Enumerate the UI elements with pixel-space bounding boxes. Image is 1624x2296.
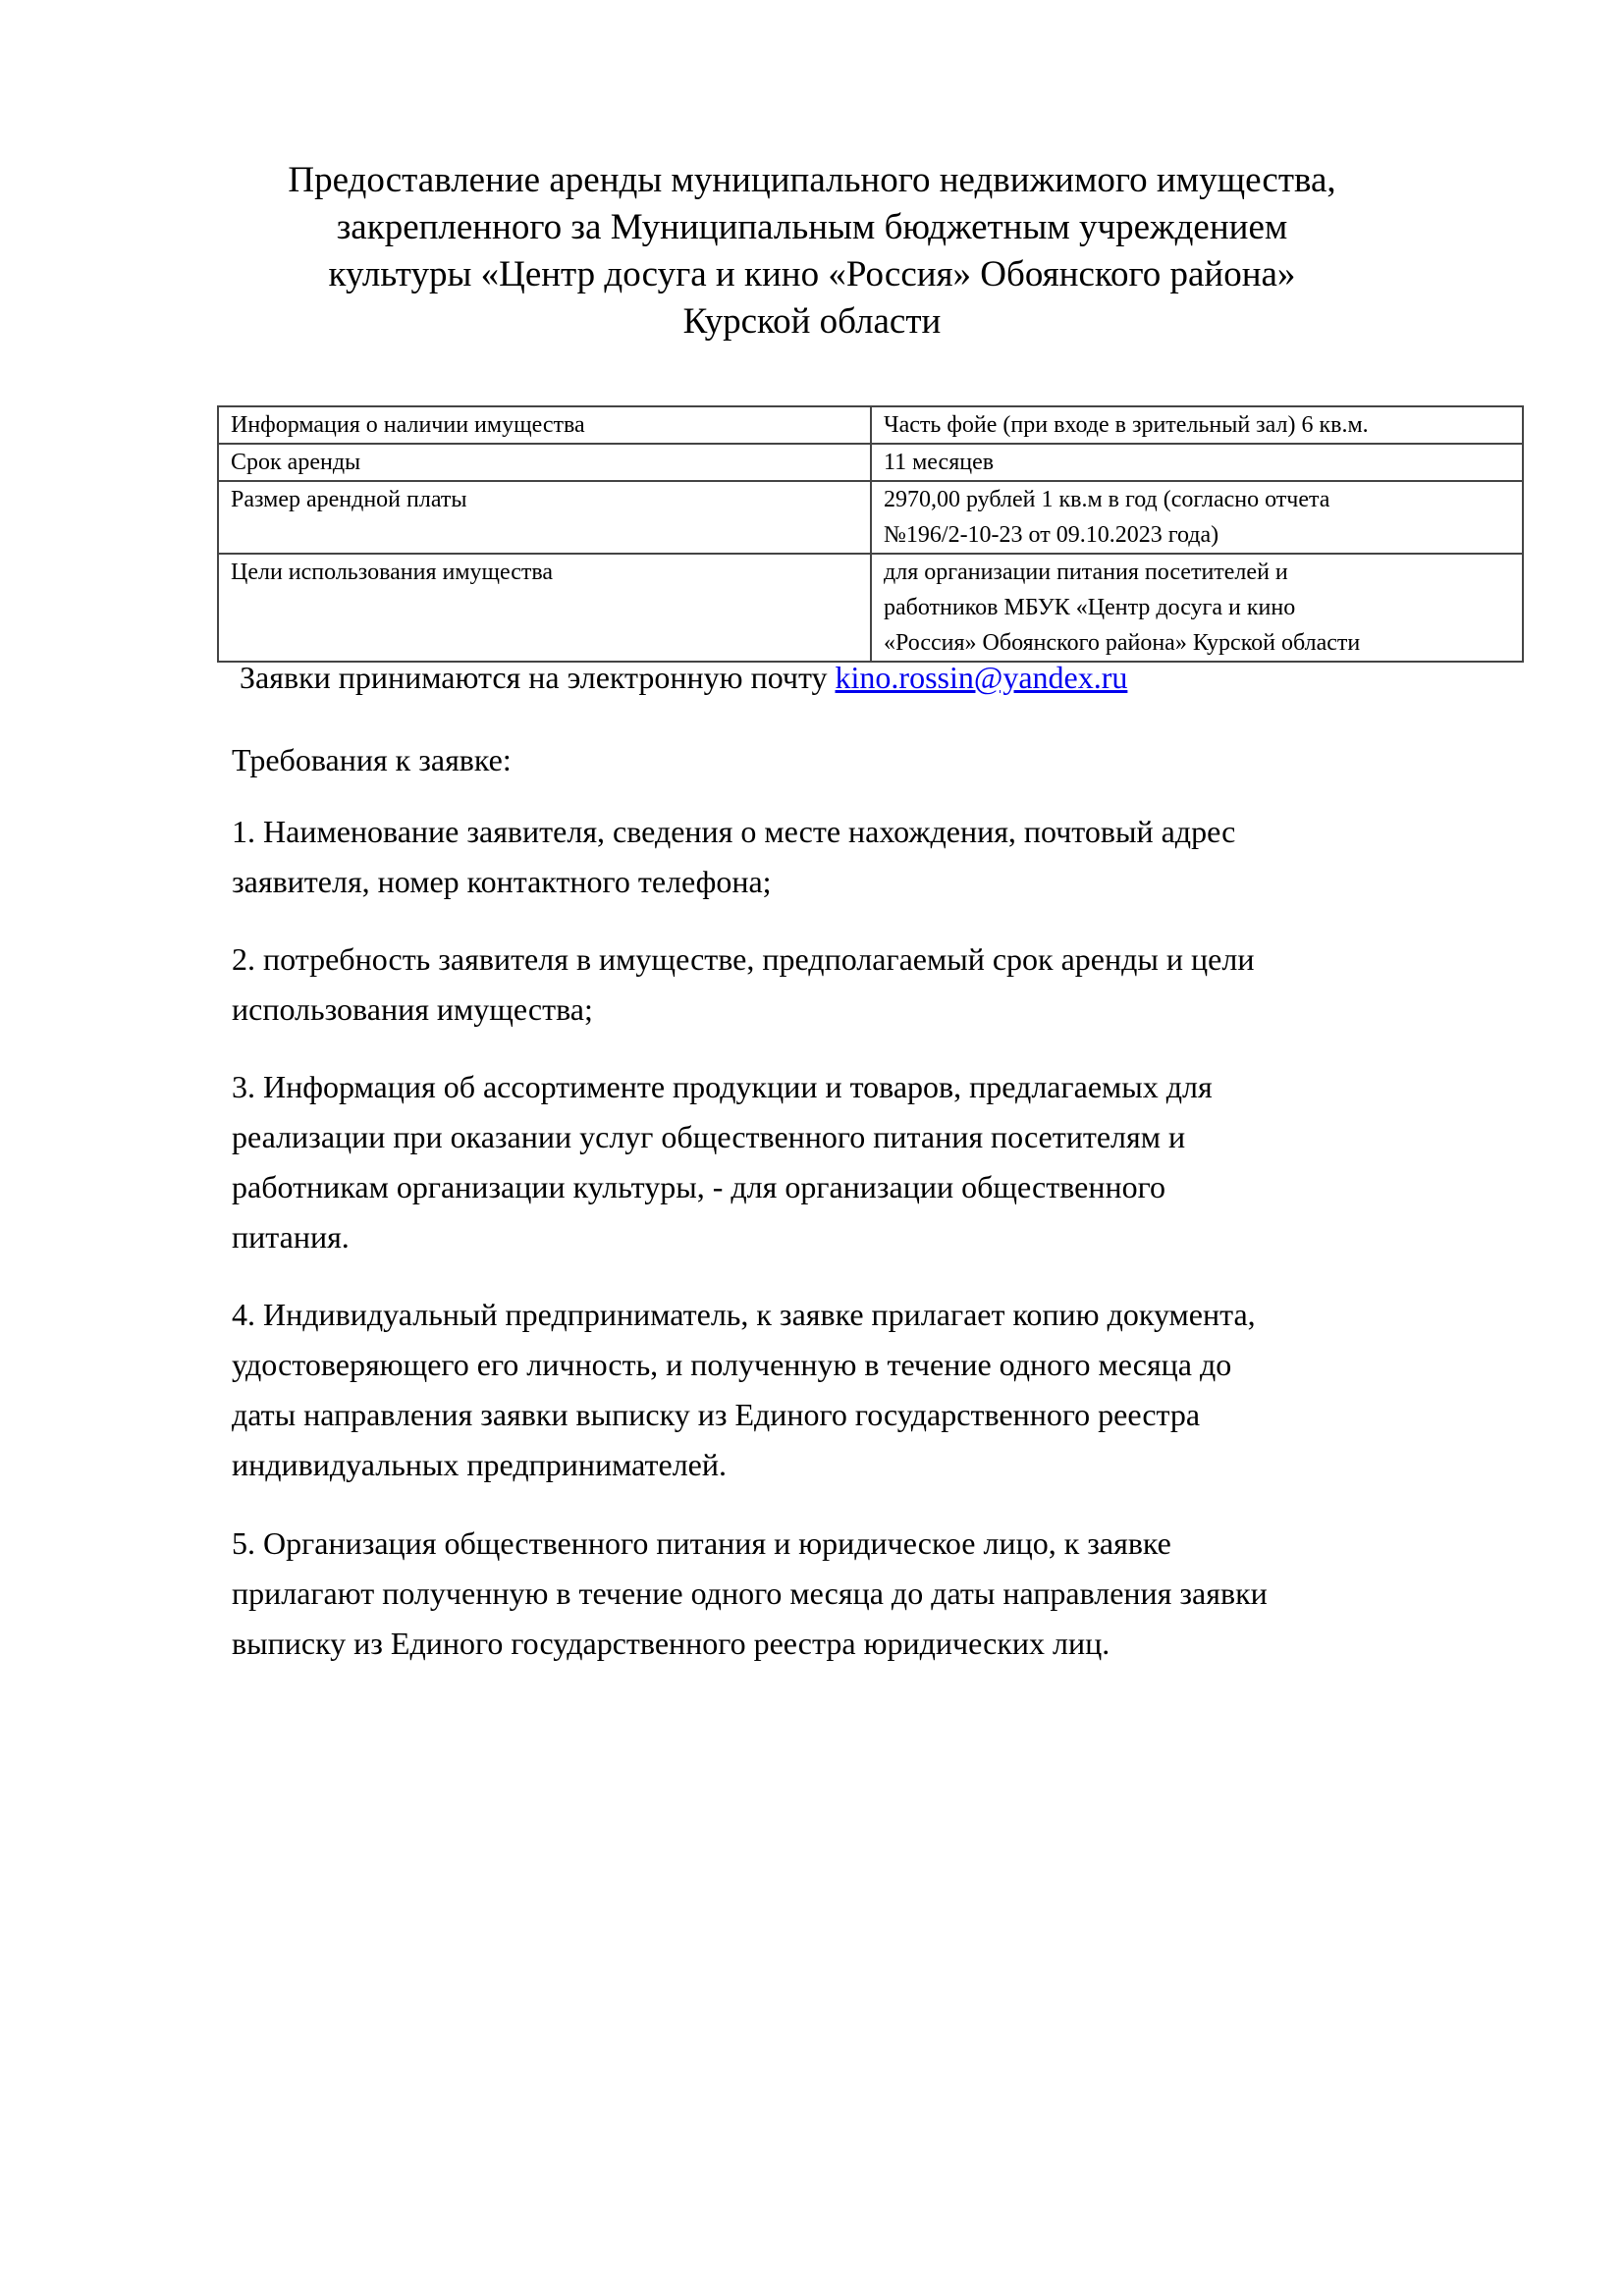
item-line: прилагают полученную в течение одного месяца до даты направления заявки xyxy=(232,1575,1268,1611)
item-line: заявителя, номер контактного телефона; xyxy=(232,864,772,899)
requirement-item xyxy=(232,1062,1528,1262)
title-line: Курской области xyxy=(682,301,942,342)
row-label: Размер арендной платы xyxy=(218,481,871,554)
item-line: реализации при оказании услуг общественного питания посетителям и xyxy=(232,1119,1186,1154)
item-line: 2. потребность заявителя в имуществе, предполагаемый срок аренды и цели xyxy=(232,941,1255,977)
item-line: питания. xyxy=(232,1219,350,1255)
item-line: использования имущества; xyxy=(232,991,593,1027)
value-line: работников МБУК «Центр досуга и кино xyxy=(884,595,1296,620)
value-line: 11 месяцев xyxy=(884,450,995,475)
row-value xyxy=(871,481,1523,554)
table-row xyxy=(218,406,1523,444)
item-line: удостоверяющего его личность, и полученную в течение одного месяца до xyxy=(232,1347,1232,1382)
value-line: для организации питания посетителей и xyxy=(884,560,1288,585)
item-line: даты направления заявки выписку из Единого государственного реестра xyxy=(232,1397,1201,1432)
requirements-heading: Требования к заявке: xyxy=(232,742,512,777)
item-line: 1. Наименование заявителя, сведения о месте нахождения, почтовый адрес xyxy=(232,814,1236,849)
table-row xyxy=(218,444,1523,481)
table-row xyxy=(218,554,1523,662)
item-line: 4. Индивидуальный предприниматель, к заявке прилагает копию документа, xyxy=(232,1297,1256,1332)
row-value xyxy=(871,406,1523,444)
item-line: выписку из Единого государственного реестра юридических лиц. xyxy=(232,1626,1110,1661)
email-link[interactable]: kino.rossin@yandex.ru xyxy=(835,660,1128,695)
contacts-text: Заявки принимаются на электронную почту xyxy=(240,660,836,695)
table-row xyxy=(218,481,1523,554)
requirement-item xyxy=(232,934,1528,1035)
requirement-item xyxy=(232,1290,1528,1490)
row-label: Срок аренды xyxy=(218,444,871,481)
item-line: индивидуальных предпринимателей. xyxy=(232,1447,727,1482)
item-line: 3. Информация об ассортименте продукции и товаров, предлагаемых для xyxy=(232,1069,1213,1104)
value-line: №196/2-10-23 от 09.10.2023 года) xyxy=(884,522,1219,548)
value-line: Часть фойе (при входе в зрительный зал) 6 кв.м. xyxy=(884,412,1369,438)
title-line: Предоставление аренды муниципального недвижимого имущества, xyxy=(288,160,1336,200)
item-line: работникам организации культуры, - для организации общественного xyxy=(232,1169,1165,1204)
document-title xyxy=(196,157,1428,346)
property-info-table xyxy=(217,405,1524,663)
row-label: Информация о наличии имущества xyxy=(218,406,871,444)
row-value xyxy=(871,554,1523,662)
row-label: Цели использования имущества xyxy=(218,554,871,662)
item-line: 5. Организация общественного питания и юридическое лицо, к заявке xyxy=(232,1525,1171,1561)
requirement-item xyxy=(232,1519,1528,1669)
row-value xyxy=(871,444,1523,481)
title-line: закрепленного за Муниципальным бюджетным учреждением xyxy=(336,207,1288,247)
contacts-line xyxy=(240,656,1127,699)
title-line: культуры «Центр досуга и кино «Россия» Обоянского района» xyxy=(328,254,1296,294)
value-line: «Россия» Обоянского района» Курской области xyxy=(884,630,1361,656)
requirement-item xyxy=(232,807,1528,907)
value-line: 2970,00 рублей 1 кв.м в год (согласно отчета xyxy=(884,487,1330,512)
